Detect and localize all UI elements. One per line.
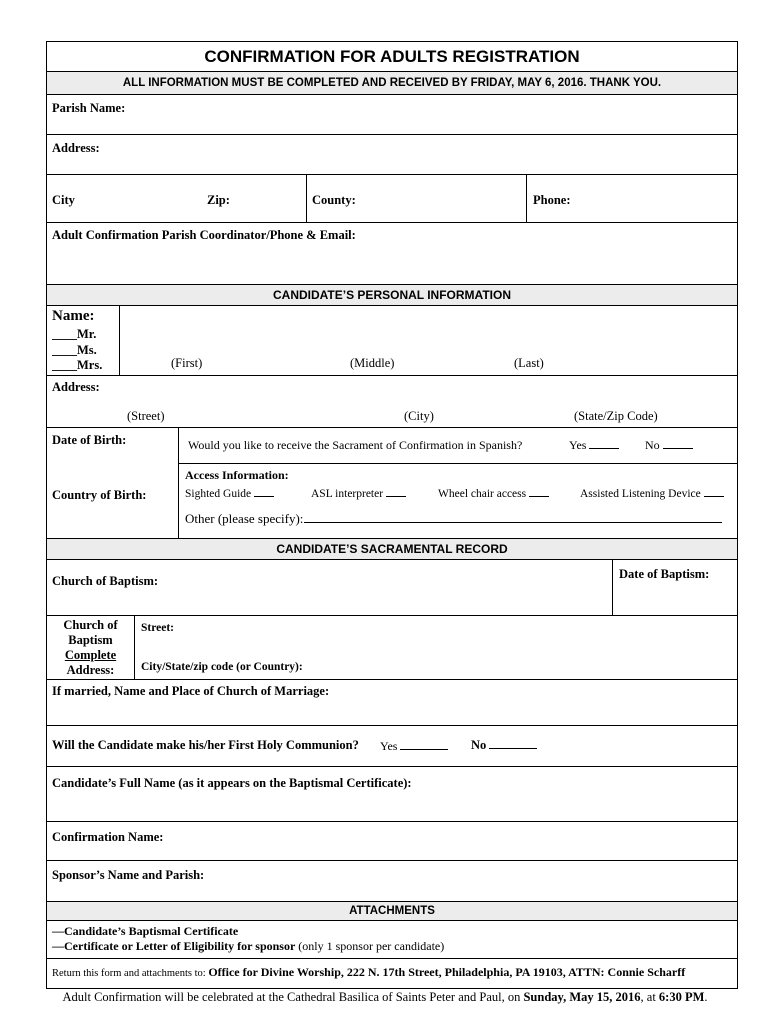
personal-info-header: CANDIDATE’S PERSONAL INFORMATION [47, 284, 737, 306]
full-name-label: Candidate’s Full Name (as it appears on the Baptismal Certificate): [52, 776, 412, 790]
baptism-address-line1: Church of [63, 618, 118, 632]
prefix-mrs[interactable]: ____Mrs. [52, 358, 103, 372]
confirmation-name-label: Confirmation Name: [52, 830, 164, 844]
prefix-mr[interactable]: ____Mr. [52, 327, 97, 341]
parish-name-field[interactable] [47, 95, 737, 134]
access-sighted-guide[interactable]: Sighted Guide [185, 488, 274, 500]
access-wheelchair[interactable]: Wheel chair access [438, 488, 549, 500]
sacramental-record-header: CANDIDATE’S SACRAMENTAL RECORD [47, 538, 737, 560]
access-info-label: Access Information: [185, 468, 289, 482]
sponsor-label: Sponsor’s Name and Parish: [52, 868, 205, 882]
dob-field[interactable] [47, 427, 178, 463]
county-label: County: [312, 193, 356, 207]
spanish-no[interactable]: No [645, 438, 693, 453]
baptism-street-label: Street: [141, 622, 174, 634]
coordinator-field[interactable] [47, 222, 737, 284]
parish-address-field[interactable] [47, 134, 737, 174]
access-listening-device[interactable]: Assisted Listening Device [580, 488, 724, 500]
state-zip-caption: (State/Zip Code) [574, 409, 658, 423]
baptism-citystate-label: City/State/zip code (or Country): [141, 661, 303, 673]
city-zip-field[interactable] [47, 174, 306, 222]
church-of-baptism-field[interactable] [47, 560, 612, 615]
communion-no[interactable]: No [471, 738, 537, 753]
married-field[interactable] [47, 679, 737, 725]
baptism-address-line3: Complete [64, 648, 117, 662]
baptism-address-line2: Baptism [68, 633, 113, 647]
deadline-notice-bar [47, 71, 737, 95]
attachments-header: ATTACHMENTS [47, 901, 737, 921]
last-name-caption: (Last) [514, 356, 544, 370]
return-instructions: Return this form and attachments to: Office for Divine Worship, 222 N. 17th Street, Philadelphia, PA 19103, ATTN: Connie Scharff [52, 965, 686, 979]
access-other[interactable]: Other (please specify): [185, 511, 722, 527]
date-of-baptism-label: Date of Baptism: [619, 567, 710, 581]
city-label: City [52, 193, 75, 207]
zip-label: Zip: [207, 193, 230, 207]
date-of-baptism-field[interactable] [613, 560, 737, 615]
phone-label: Phone: [533, 193, 571, 207]
attachment-item-2: —Certificate or Letter of Eligibility for sponsor (only 1 sponsor per candidate) [52, 939, 445, 953]
spanish-yes[interactable]: Yes [569, 438, 619, 453]
sponsor-field[interactable] [47, 860, 737, 901]
prefix-ms[interactable]: ____Ms. [52, 343, 97, 357]
return-address: Office for Divine Worship, 222 N. 17th Street, Philadelphia, PA 19103, ATTN: Connie Scharff [208, 965, 686, 979]
name-label: Name: [52, 308, 95, 324]
baptism-citystate-field[interactable] [135, 647, 737, 679]
access-asl-interpreter[interactable]: ASL interpreter [311, 488, 406, 500]
parish-address-label: Address: [52, 141, 100, 155]
dob-label: Date of Birth: [52, 433, 127, 447]
baptism-street-field[interactable] [135, 615, 737, 647]
church-of-baptism-label: Church of Baptism: [52, 574, 159, 588]
country-field[interactable] [47, 463, 178, 538]
middle-name-caption: (Middle) [350, 356, 395, 370]
communion-question: Will the Candidate make his/her First Holy Communion? [52, 738, 359, 752]
street-caption: (Street) [127, 409, 165, 423]
first-name-caption: (First) [171, 356, 203, 370]
registration-form [46, 41, 738, 989]
communion-yes[interactable]: Yes [380, 739, 448, 754]
confirmation-name-field[interactable] [47, 821, 737, 860]
candidate-address-label: Address: [52, 380, 100, 394]
deadline-notice: ALL INFORMATION MUST BE COMPLETED AND RECEIVED BY FRIDAY, MAY 6, 2016. THANK YOU. [122, 77, 662, 89]
country-label: Country of Birth: [52, 488, 147, 502]
spanish-question: Would you like to receive the Sacrament of Confirmation in Spanish? [188, 438, 523, 452]
coordinator-label: Adult Confirmation Parish Coordinator/Phone & Email: [52, 228, 356, 242]
attachment-item-1: —Candidate’s Baptismal Certificate [52, 924, 239, 938]
married-label: If married, Name and Place of Church of Marriage: [52, 684, 330, 698]
form-title: CONFIRMATION FOR ADULTS REGISTRATION [204, 47, 580, 66]
city-caption: (City) [404, 409, 434, 423]
baptism-address-line4: Address: [66, 663, 115, 677]
parish-name-label: Parish Name: [52, 101, 126, 115]
full-name-field[interactable] [47, 766, 737, 821]
candidate-name-field[interactable] [120, 306, 737, 375]
celebration-footer: Adult Confirmation will be celebrated at the Cathedral Basilica of Saints Peter and Paul, on Sunday, May 15, 2016, at 6:30 PM. [62, 990, 708, 1004]
